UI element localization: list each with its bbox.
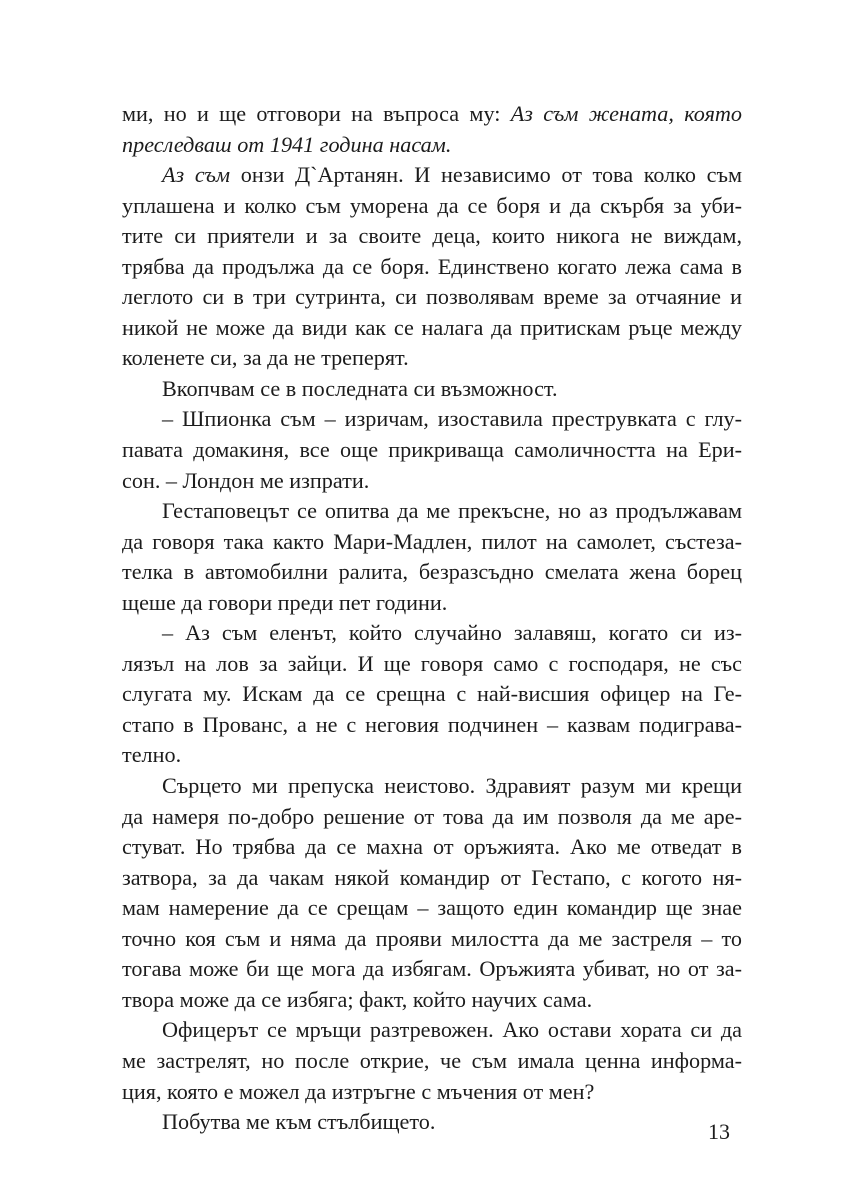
text-line bbox=[122, 343, 742, 374]
text-segment: щеше да говори преди пет години. bbox=[122, 589, 448, 615]
text-line bbox=[122, 221, 742, 252]
text-segment: уплашена и колко съм уморена да се боря и да скърбя за уби- bbox=[122, 192, 742, 218]
text-segment: ме застрелят, но после открие, че съм имала ценна информа- bbox=[122, 1047, 742, 1073]
text-segment: ция, която е можел да изтръгне с мъчения от мен? bbox=[122, 1078, 595, 1104]
text-segment: тогава може би ще мога да избягам. Оръжията убиват, но от за- bbox=[122, 956, 742, 982]
text-segment: коленете си, за да не треперят. bbox=[122, 345, 409, 371]
italic-text: Аз съм жената, която bbox=[510, 101, 742, 126]
text-line bbox=[122, 1107, 742, 1138]
text-line bbox=[122, 404, 742, 435]
text-segment: сон. – Лондон ме изпрати. bbox=[122, 467, 370, 493]
text-segment: тите си приятели и за своите деца, които никога не виждам, bbox=[122, 223, 742, 249]
text-line bbox=[122, 435, 742, 466]
text-line bbox=[122, 618, 742, 649]
text-segment: точно коя съм и няма да прояви милостта да ме застреля – то bbox=[122, 925, 742, 951]
text-line bbox=[122, 771, 742, 802]
text-line bbox=[122, 466, 742, 497]
text-line bbox=[122, 282, 742, 313]
text-segment: мам намерение да се срещам – защото един командир ще знае bbox=[122, 895, 742, 921]
text-segment: павата домакиня, все още прикриваща самоличността на Ери- bbox=[122, 437, 742, 463]
text-segment: телно. bbox=[122, 742, 182, 768]
text-segment: трябва да продължа да се боря. Единствено когато лежа сама в bbox=[122, 253, 742, 279]
text-line bbox=[122, 954, 742, 985]
text-segment: Сърцето ми препуска неистово. Здравият разум ми крещи bbox=[162, 773, 742, 799]
text-segment: Побутва ме към стълбището. bbox=[162, 1109, 436, 1135]
text-segment: затвора, за да чакам някой командир от Гестапо, с когото ня- bbox=[122, 864, 742, 890]
text-line bbox=[122, 557, 742, 588]
text-segment: да говоря така както Мари-Мадлен, пилот на самолет, състеза- bbox=[122, 528, 742, 554]
text-line bbox=[122, 924, 742, 955]
text-line bbox=[122, 1077, 742, 1108]
text-line bbox=[122, 679, 742, 710]
text-line bbox=[122, 130, 742, 161]
text-segment: да намеря по-добро решение от това да им позволя да ме аре- bbox=[122, 803, 742, 829]
text-line bbox=[122, 740, 742, 771]
text-line bbox=[122, 863, 742, 894]
text-segment: твора може да се избяга; факт, който научих сама. bbox=[122, 986, 593, 1012]
text-segment: стапо в Прованс, а не с неговия подчинен – казвам подиграва- bbox=[122, 711, 742, 737]
italic-text: преследваш от 1941 година насам. bbox=[122, 131, 452, 157]
italic-text: Аз съм bbox=[162, 162, 231, 188]
text-line bbox=[122, 374, 742, 405]
text-segment: Вкопчвам се в последната си възможност. bbox=[162, 375, 558, 401]
text-line bbox=[122, 832, 742, 863]
text-line bbox=[122, 588, 742, 619]
text-segment: онзи Д`Артанян. И независимо от това колко съм bbox=[230, 162, 742, 188]
text-segment: – Шпионка съм – изричам, изоставила преструвката с глу- bbox=[162, 406, 742, 432]
text-line bbox=[122, 1046, 742, 1077]
text-line bbox=[122, 191, 742, 222]
text-line bbox=[122, 1015, 742, 1046]
text-segment: никой не може да види как се налага да притискам ръце между bbox=[122, 314, 742, 340]
text-segment: Гестаповецът се опитва да ме прекъсне, но аз продължавам bbox=[162, 498, 742, 524]
text-segment: лязъл на лов за зайци. И ще говоря само с господаря, не със bbox=[122, 650, 742, 676]
text-line bbox=[122, 527, 742, 558]
body-text bbox=[122, 99, 742, 1138]
page-number: 13 bbox=[708, 1119, 730, 1144]
text-line bbox=[122, 802, 742, 833]
text-segment: стуват. Но трябва да се махна от оръжията. Ако ме отведат в bbox=[122, 834, 742, 860]
text-line bbox=[122, 649, 742, 680]
text-line bbox=[122, 160, 742, 191]
text-line bbox=[122, 496, 742, 527]
text-line bbox=[122, 313, 742, 344]
text-segment: телка в автомобилни ралита, безразсъдно смелата жена борец bbox=[122, 559, 742, 585]
text-line bbox=[122, 985, 742, 1016]
text-line bbox=[122, 893, 742, 924]
text-segment: – Аз съм еленът, който случайно залавяш, когато си из- bbox=[162, 620, 742, 646]
text-line bbox=[122, 710, 742, 741]
text-line bbox=[122, 252, 742, 283]
text-segment: леглото си в три сутринта, си позволявам време за отчаяние и bbox=[122, 284, 742, 310]
text-segment: слугата му. Искам да се срещна с най-висшия офицер на Ге- bbox=[122, 681, 742, 707]
text-segment: Офицерът се мръщи разтревожен. Ако остави хората си да bbox=[162, 1017, 742, 1043]
text-line bbox=[122, 99, 742, 130]
text-segment: ми, но и ще отговори на въпроса му: bbox=[122, 101, 511, 126]
